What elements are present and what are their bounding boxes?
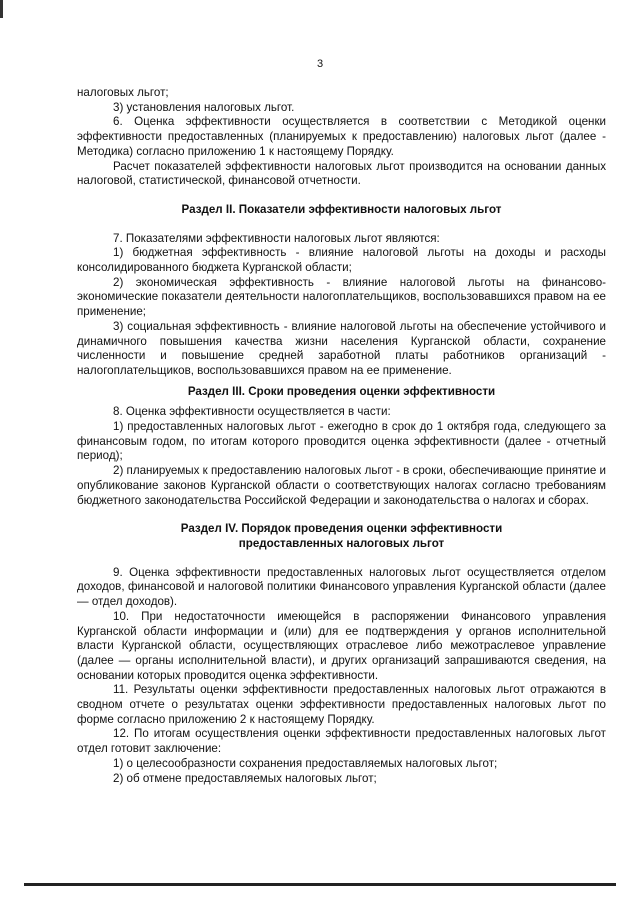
paragraph: 6. Оценка эффективности осуществляется в соответствии с Методикой оценки эффективности предоставленных (планируемых к предоставлению) налоговых льгот (далее - Методика) согласно приложению 1 к настоящему Порядку. xyxy=(77,115,606,158)
section-heading-4: Раздел IV. Порядок проведения оценки эффективности xyxy=(180,522,503,536)
paragraph: 2) об отмене предоставляемых налоговых льгот; xyxy=(113,771,377,785)
section-heading-4-line-2: предоставленных налоговых льгот xyxy=(238,536,445,550)
paragraph: 1) предоставленных налоговых льгот - ежегодно в срок до 1 октября года, следующего за финансовым годом, по итогам которого проводится оценка эффективности (далее - отчетный период); xyxy=(77,420,606,463)
paragraph: 3) социальная эффективность - влияние налоговой льготы на обеспечение устойчивого и динамичного повышения качества жизни населения Курганской области, сохранение численности и повышение средней заработной платы работников организаций - налогоплательщиков, воспользовавшихся правом на ее применение. xyxy=(77,319,606,377)
paragraph: 1) бюджетная эффективность - влияние налоговой льготы на доходы и расходы консолидированного бюджета Курганской области; xyxy=(77,246,606,275)
section-heading-3: Раздел III. Сроки проведения оценки эффективности xyxy=(187,384,496,398)
page-number: 3 xyxy=(316,58,324,70)
paragraph: 8. Оценка эффективности осуществляется в части: xyxy=(113,405,391,419)
paragraph: налоговых льгот; xyxy=(77,86,169,99)
paragraph: 3) установления налоговых льгот. xyxy=(113,100,295,114)
scan-bottom-rule xyxy=(24,883,616,886)
paragraph: 11. Результаты оценки эффективности предоставленных налоговых льгот отражаются в сводном отчете о результатах оценки эффективности предоставленных налоговых льгот по форме согласно приложению 2 к настоящему Порядку. xyxy=(77,683,606,726)
paragraph: 12. По итогам осуществления оценки эффективности предоставленных налоговых льгот отдел готовит заключение: xyxy=(77,727,606,756)
document-body xyxy=(77,86,606,786)
scan-edge-mark xyxy=(0,0,3,18)
paragraph: 2) экономическая эффективность - влияние налоговой льготы на финансово-экономические показатели деятельности налогоплательщиков, воспользовавшихся правом на ее применение; xyxy=(77,275,606,319)
paragraph: 9. Оценка эффективности предоставленных налоговых льгот осуществляется отделом доходов, финансовой и налоговой политики Финансового управления Курганской области (далее — отдел доходов). xyxy=(77,565,606,609)
paragraph: Расчет показателей эффективности налоговых льгот производится на основании данных налоговой, статистической, финансовой отчетности. xyxy=(77,159,606,188)
paragraph: 7. Показателями эффективности налоговых льгот являются: xyxy=(113,231,440,245)
paragraph: 10. При недостаточности имеющейся в распоряжении Финансового управления Курганской области информации и (или) для ее подтверждения у органов исполнительной власти Курганской области, осуществляющих отраслевое либо межотраслевое управление (далее — органы исполнительной власти), и других организаций запрашиваются сведения, на основании которых проводится оценка эффективности. xyxy=(77,609,606,682)
section-heading-2: Раздел II. Показатели эффективности налоговых льгот xyxy=(181,202,502,216)
paragraph: 1) о целесообразности сохранения предоставляемых налоговых льгот; xyxy=(113,756,498,770)
paragraph: 2) планируемых к предоставлению налоговых льгот - в сроки, обеспечивающие принятие и опубликование законов Курганской области о соответствующих налогах согласно требованиям бюджетного законодательства Российской Федерации и законодательства о налогах и сборах. xyxy=(77,464,606,507)
